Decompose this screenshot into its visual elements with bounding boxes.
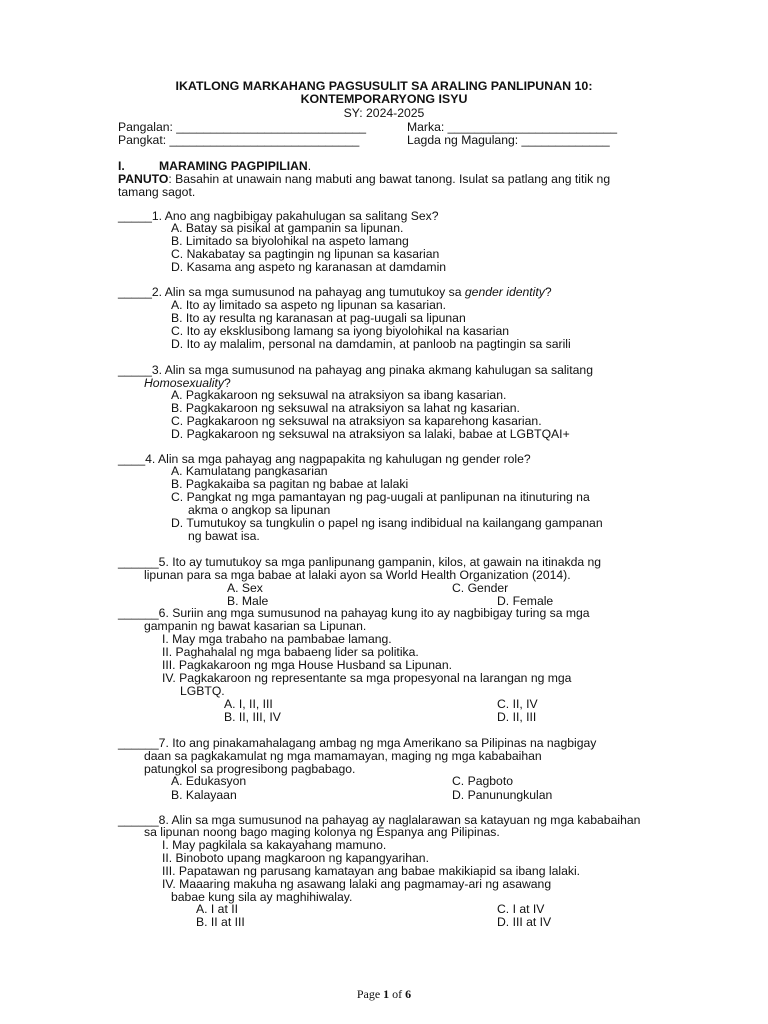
- q8-option-b: B. II at III: [196, 915, 245, 929]
- q4-option-c: C. Pangkat ng mga pamantayan ng pag-uugali at panlipunan na itinuturing na: [171, 490, 590, 504]
- section-title: MARAMING PAGPIPILIAN.: [159, 159, 312, 173]
- q8-stem-line2: sa lipunan noong bago maging kolonya ng Espanya ang Pilipinas.: [144, 825, 500, 839]
- q3-option-a: A. Pagkakaroon ng seksuwal na atraksiyon sa ibang kasarian.: [171, 388, 507, 402]
- q6-item-iii: III. Pagkakaroon ng mga House Husband sa Lipunan.: [162, 658, 452, 672]
- q1-option-c: C. Nakabatay sa pagtingin ng lipunan sa kasarian: [171, 247, 440, 261]
- q5-option-d: D. Female: [497, 594, 554, 608]
- q6-stem-line1: ______6. Suriin ang mga sumusunod na pahayag kung ito ay nagbibigay turing sa mga: [118, 606, 590, 620]
- q7-option-b: B. Kalayaan: [171, 788, 237, 802]
- q8-item-iv: IV. Maaaring makuha ng asawang lalaki ang pagmamay-ari ng asawang: [162, 877, 552, 891]
- q1-option-d: D. Kasama ang aspeto ng karanasan at damdamin: [171, 260, 447, 274]
- q3-option-b: B. Pagkakaroon ng seksuwal na atraksiyon sa lahat ng kasarian.: [171, 401, 520, 415]
- q7-option-d: D. Panunungkulan: [452, 788, 553, 802]
- q8-item-ii: II. Binoboto upang magkaroon ng kapangyarihan.: [162, 851, 429, 865]
- q6-stem-line2: gampanin ng bawat kasarian sa Lipunan.: [144, 619, 367, 633]
- panuto-line2: tamang sagot.: [118, 185, 196, 199]
- q8-option-d: D. III at IV: [497, 915, 552, 929]
- q6-item-ii: II. Paghahalal ng mga babaeng lider sa politika.: [162, 645, 419, 659]
- lagda-field[interactable]: Lagda ng Magulang: _____________: [407, 133, 610, 147]
- q8-stem-line1: ______8. Alin sa mga sumusunod na pahayag ay naglalarawan sa katayuan ng mga kababaihan: [118, 813, 641, 827]
- q8-option-a: A. I at II: [196, 902, 238, 916]
- page-number: Page 1 of 6: [356, 987, 412, 1001]
- q5-option-a: A. Sex: [227, 581, 263, 595]
- q5-option-c: C. Gender: [452, 581, 509, 595]
- q8-item-i: I. May pagkilala sa kakayahang mamuno.: [162, 838, 387, 852]
- q7-stem-line2: daan sa pagkakamulat ng mga mamamayan, maging ng mga kababaihan: [144, 749, 542, 763]
- school-year: SY: 2024-2025: [343, 106, 425, 120]
- exam-title-line1: IKATLONG MARKAHANG PAGSUSULIT SA ARALING PANLIPUNAN 10:: [175, 79, 593, 93]
- q8-item-iii: III. Papatawan ng parusang kamatayan ang babae makikiapid sa ibang lalaki.: [162, 864, 581, 878]
- q3-stem-line2: Homosexuality?: [144, 376, 231, 390]
- q5-stem-line1: ______5. Ito ay tumutukoy sa mga panlipunang gampanin, kilos, at gawain na itinakda ng: [118, 555, 602, 569]
- q1-option-b: B. Limitado sa biyolohikal na aspeto lamang: [171, 234, 409, 248]
- q8-option-c: C. I at IV: [497, 902, 545, 916]
- pangalan-field[interactable]: Pangalan: ____________________________: [118, 120, 367, 134]
- panuto-label: PANUTO: [118, 172, 169, 186]
- q7-stem-line3: patungkol sa progresibong pagbabago.: [144, 762, 356, 776]
- q5-stem-line2: lipunan para sa mga babae at lalaki ayon sa World Health Organization (2014).: [144, 568, 571, 582]
- q6-option-d: D. II, III: [497, 710, 537, 724]
- q6-option-b: B. II, III, IV: [224, 710, 281, 724]
- exam-title-line2: KONTEMPORARYONG ISYU: [300, 92, 468, 106]
- q2-option-a: A. Ito ay limitado sa aspeto ng lipunan sa kasarian.: [171, 298, 447, 312]
- q4-stem: ____4. Alin sa mga pahayag ang nagpapakita ng kahulugan ng gender role?: [118, 452, 531, 466]
- q8-item-iv-cont: babae kung sila ay maghihiwalay.: [171, 890, 353, 904]
- section-number: I.: [118, 159, 125, 173]
- q6-item-iv: IV. Pagkakaroon ng representante sa mga propesyonal na larangan ng mga: [162, 671, 572, 685]
- q4-option-d-cont: ng bawat isa.: [188, 529, 260, 543]
- q6-option-c: C. II, IV: [497, 697, 538, 711]
- q5-option-b: B. Male: [227, 594, 269, 608]
- q4-option-b: B. Pagkakaiba sa pagitan ng babae at lalaki: [171, 477, 409, 491]
- q7-option-c: C. Pagboto: [452, 774, 513, 788]
- q1-option-a: A. Batay sa pisikal at gampanin sa lipunan.: [171, 221, 404, 235]
- q6-option-a: A. I, II, III: [224, 697, 273, 711]
- q4-option-a: A. Kamulatang pangkasarian: [171, 464, 328, 478]
- q3-option-c: C. Pagkakaroon ng seksuwal na atraksiyon sa kaparehong kasarian.: [171, 414, 542, 428]
- q2-option-d: D. Ito ay malalim, personal na damdamin, at panloob na pagtingin sa sarili: [171, 337, 571, 351]
- q2-option-c: C. Ito ay eksklusibong lamang sa iyong biyolohikal na kasarian: [171, 324, 510, 338]
- panuto-line1: PANUTO: Basahin at unawain nang mabuti ang bawat tanong. Isulat sa patlang ang titik ng: [118, 172, 611, 186]
- q4-option-c-cont: akma o angkop sa lipunan: [188, 503, 331, 517]
- q3-stem-line1: _____3. Alin sa mga sumusunod na pahayag ang pinaka akmang kahulugan sa salitang: [118, 363, 593, 377]
- q7-option-a: A. Edukasyon: [171, 774, 247, 788]
- q1-stem: _____1. Ano ang nagbibigay pakahulugan sa salitang Sex?: [118, 209, 439, 223]
- q6-item-iv-cont: LGBTQ.: [180, 684, 225, 698]
- q4-option-d: D. Tumutukoy sa tungkulin o papel ng isang indibidual na kailangang gampanan: [171, 516, 603, 530]
- pangkat-field[interactable]: Pangkat: ____________________________: [118, 133, 360, 147]
- marka-field[interactable]: Marka: _________________________: [407, 120, 618, 134]
- q6-item-i: I. May mga trabaho na pambabae lamang.: [162, 632, 392, 646]
- q2-option-b: B. Ito ay resulta ng karanasan at pag-uugali sa lipunan: [171, 311, 466, 325]
- q7-stem-line1: ______7. Ito ang pinakamahalagang ambag ng mga Amerikano sa Pilipinas na nagbigay: [118, 736, 597, 750]
- q3-option-d: D. Pagkakaroon ng seksuwal na atraksiyon sa lalaki, babae at LGBTQAI+: [171, 427, 570, 441]
- q2-stem: _____2. Alin sa mga sumusunod na pahayag ang tumutukoy sa gender identity?: [118, 285, 552, 299]
